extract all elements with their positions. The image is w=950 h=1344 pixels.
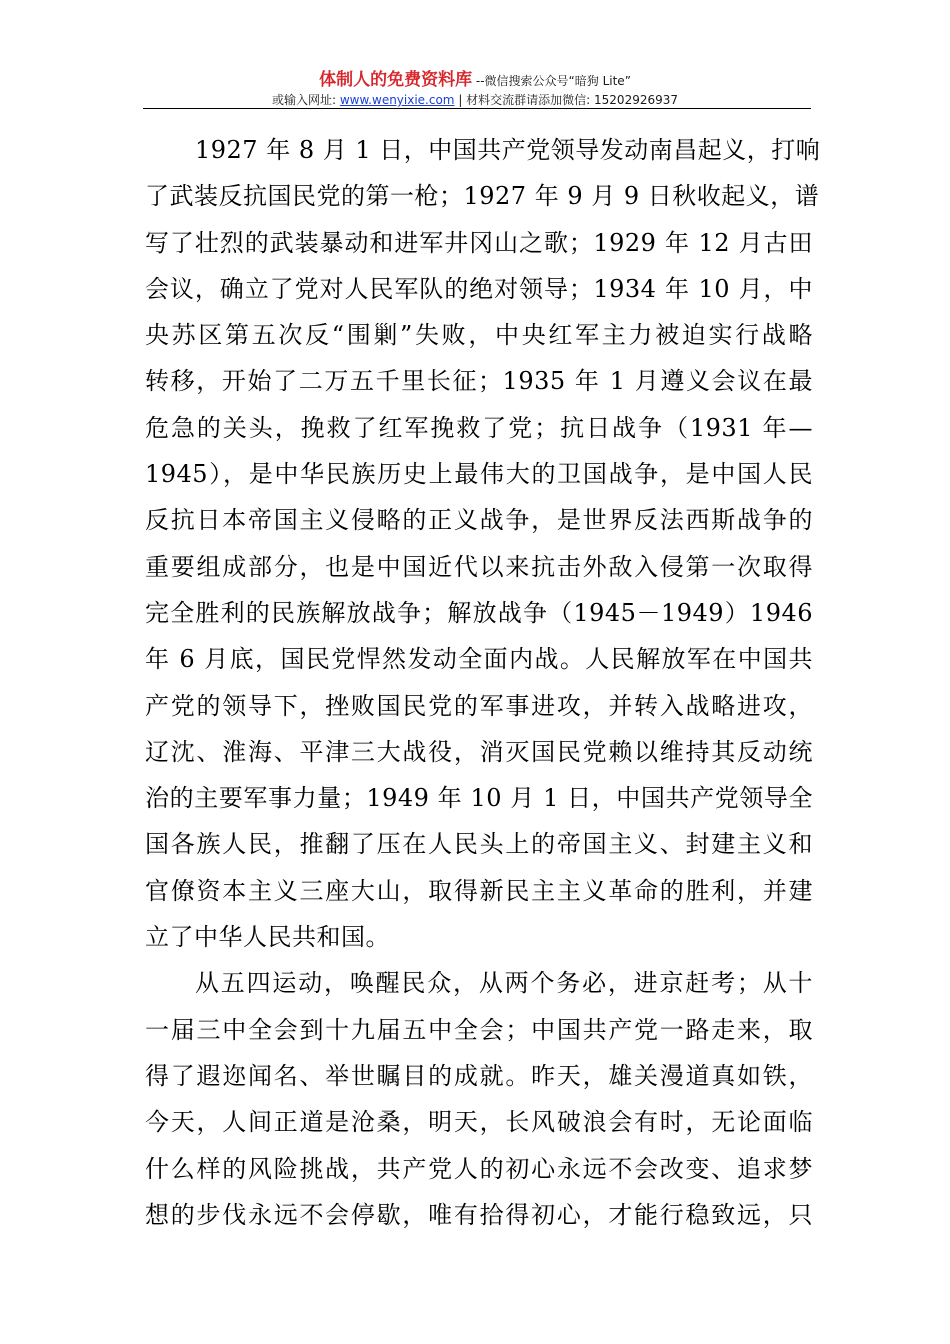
- text-line: 重要组成部分，也是中国近代以来抗击外敌入侵第一次取得: [145, 552, 813, 581]
- website-link[interactable]: www.wenyixie.com: [339, 93, 455, 107]
- text-line: 危急的关头，挽救了红军挽救了党；抗日战争（1931 年—: [145, 413, 813, 442]
- text-line: 治的主要军事力量；1949 年 10 月 1 日，中国共产党领导全: [145, 784, 813, 813]
- text-line: 1927 年 8 月 1 日，中国共产党领导发动南昌起义，打响: [195, 136, 821, 164]
- header-divider: [143, 108, 811, 109]
- document-body: [145, 127, 821, 1238]
- contact-info: | 材料交流群请添加微信: 15202926937: [454, 93, 679, 107]
- text-line: 得了遐迩闻名、举世瞩目的成就。昨天，雄关漫道真如铁，: [145, 1061, 813, 1090]
- text-line: 年 6 月底，国民党悍然发动全面内战。人民解放军在中国共: [145, 645, 813, 674]
- text-line: 反抗日本帝国主义侵略的正义战争，是世界反法西斯战争的: [145, 506, 813, 535]
- header-slogan: --微信搜索公众号“暗狗 Lite”: [472, 74, 631, 88]
- brand-title: 体制人的免费资料库: [319, 70, 473, 90]
- text-line: 会议，确立了党对人民军队的绝对领导；1934 年 10 月，中: [145, 274, 813, 303]
- text-line: 官僚资本主义三座大山，取得新民主主义革命的胜利，并建: [145, 876, 813, 905]
- paragraph-1: [145, 127, 821, 960]
- text-line: 1945），是中华民族历史上最伟大的卫国战争，是中国人民: [145, 460, 813, 489]
- text-line: 国各族人民，推翻了压在人民头上的帝国主义、封建主义和: [145, 830, 813, 859]
- text-line: 立了中华人民共和国。: [145, 923, 390, 952]
- text-line: 了武装反抗国民党的第一枪；1927 年 9 月 9 日秋收起义，谱: [145, 182, 820, 211]
- text-line: 产党的领导下，挫败国民党的军事进攻，并转入战略进攻，: [145, 691, 813, 720]
- text-line: 写了壮烈的武装暴动和进军井冈山之歌；1929 年 12 月古田: [145, 228, 813, 257]
- text-line: 央苏区第五次反“围剿”失败，中央红军主力被迫实行战略: [145, 321, 813, 350]
- text-line: 辽沈、淮海、平津三大战役，消灭国民党赖以维持其反动统: [145, 737, 813, 766]
- url-prefix: 或输入网址:: [271, 93, 340, 107]
- text-line: 从五四运动，唤醒民众，从两个务必，进京赶考；从十: [195, 969, 813, 998]
- text-line: 一届三中全会到十九届五中全会；中国共产党一路走来，取: [145, 1015, 813, 1044]
- text-line: 今天，人间正道是沧桑，明天，长风破浪会有时，无论面临: [145, 1108, 813, 1137]
- header-contact-line: [0, 91, 950, 109]
- page-header: [0, 70, 950, 109]
- paragraph-2: [145, 960, 813, 1238]
- text-line: 转移，开始了二万五千里长征；1935 年 1 月遵义会议在最: [145, 367, 813, 396]
- header-title-line: [0, 70, 950, 90]
- text-line: 什么样的风险挑战，共产党人的初心永远不会改变、追求梦: [145, 1154, 813, 1183]
- text-line: 想的步伐永远不会停歇，唯有拾得初心，才能行稳致远，只: [145, 1200, 813, 1229]
- text-line: 完全胜利的民族解放战争；解放战争（1945－1949）1946: [145, 598, 813, 627]
